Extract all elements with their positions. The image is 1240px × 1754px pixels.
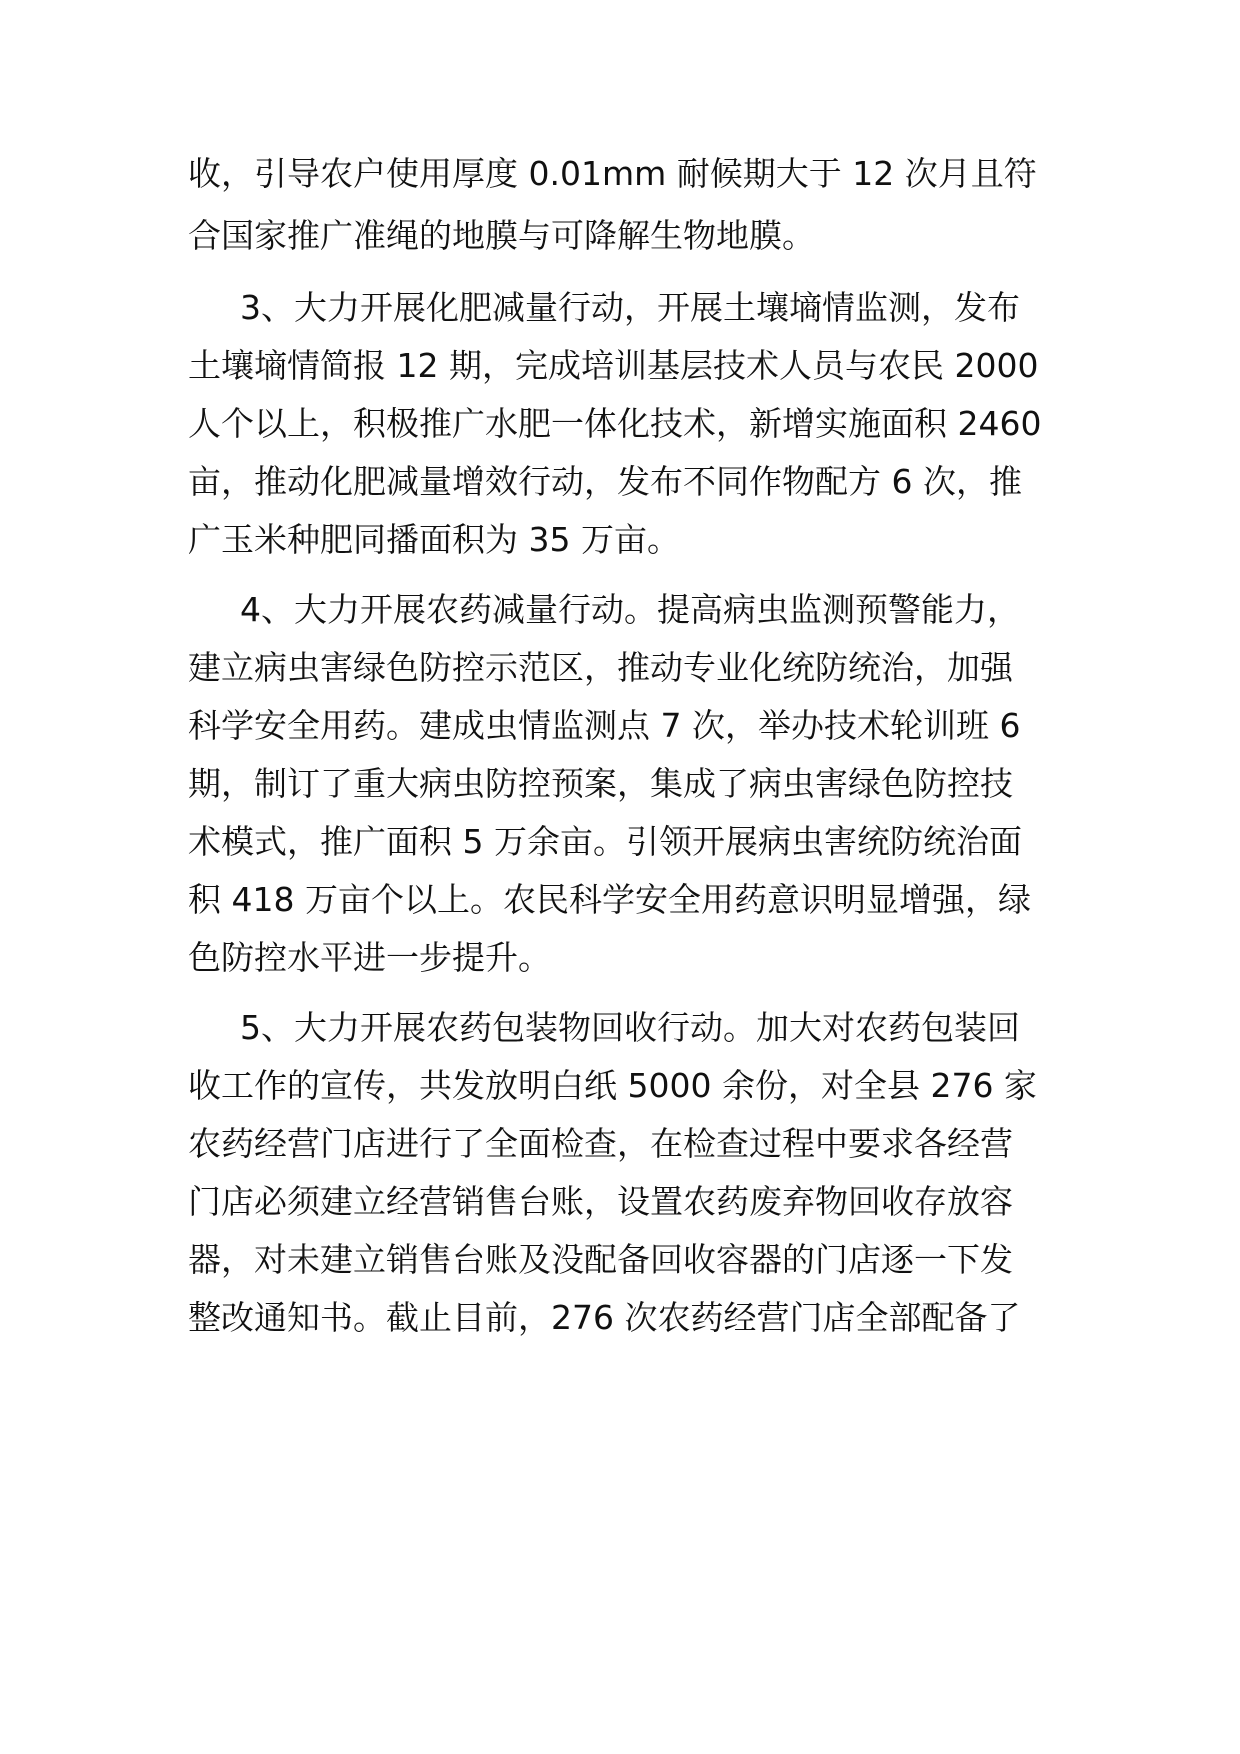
paragraph-item-5-line-5: 器，对未建立销售台账及没配备回收容器的门店逐一下发 [188,1240,1013,1279]
paragraph-item-5-line-1: 5、大力开展农药包装物回收行动。加大对农药包装回 [240,1008,1020,1047]
paragraph-item-5-line-4: 门店必须建立经营销售台账，设置农药废弃物回收存放容 [188,1182,1013,1221]
paragraph-item-4-line-2: 建立病虫害绿色防控示范区，推动专业化统防统治，加强 [188,648,1013,687]
paragraph-item-4-line-3: 科学安全用药。建成虫情监测点 7 次，举办技术轮训班 6 [188,706,1021,745]
paragraph-item-3-line-5: 广玉米种肥同播面积为 35 万亩。 [188,520,680,559]
paragraph-item-5-line-3: 农药经营门店进行了全面检查，在检查过程中要求各经营 [188,1124,1013,1163]
paragraph-continuation-line-2: 合国家推广准绳的地膜与可降解生物地膜。 [188,216,815,255]
paragraph-item-4-line-1: 4、大力开展农药减量行动。提高病虫监测预警能力， [240,590,1020,629]
paragraph-item-3-line-3: 人个以上，积极推广水肥一体化技术，新增实施面积 2460 [188,404,1042,443]
paragraph-item-3-line-1: 3、大力开展化肥减量行动，开展土壤墒情监测，发布 [240,288,1020,327]
paragraph-item-3-line-4: 亩，推动化肥减量增效行动，发布不同作物配方 6 次，推 [188,462,1022,501]
paragraph-item-5-line-6: 整改通知书。截止目前，276 次农药经营门店全部配备了 [188,1298,1021,1337]
paragraph-item-4-line-5: 术模式，推广面积 5 万余亩。引领开展病虫害统防统治面 [188,822,1022,861]
paragraph-item-3-line-2: 土壤墒情简报 12 期，完成培训基层技术人员与农民 2000 [188,346,1039,385]
paragraph-item-4-line-4: 期，制订了重大病虫防控预案，集成了病虫害绿色防控技 [188,764,1013,803]
paragraph-item-5-line-2: 收工作的宣传，共发放明白纸 5000 余份，对全县 276 家 [188,1066,1037,1105]
paragraph-item-4-line-7: 色防控水平进一步提升。 [188,938,551,977]
paragraph-continuation-line-1: 收，引导农户使用厚度 0.01mm 耐候期大于 12 次月且符 [188,154,1037,193]
paragraph-item-4-line-6: 积 418 万亩个以上。农民科学安全用药意识明显增强，绿 [188,880,1031,919]
